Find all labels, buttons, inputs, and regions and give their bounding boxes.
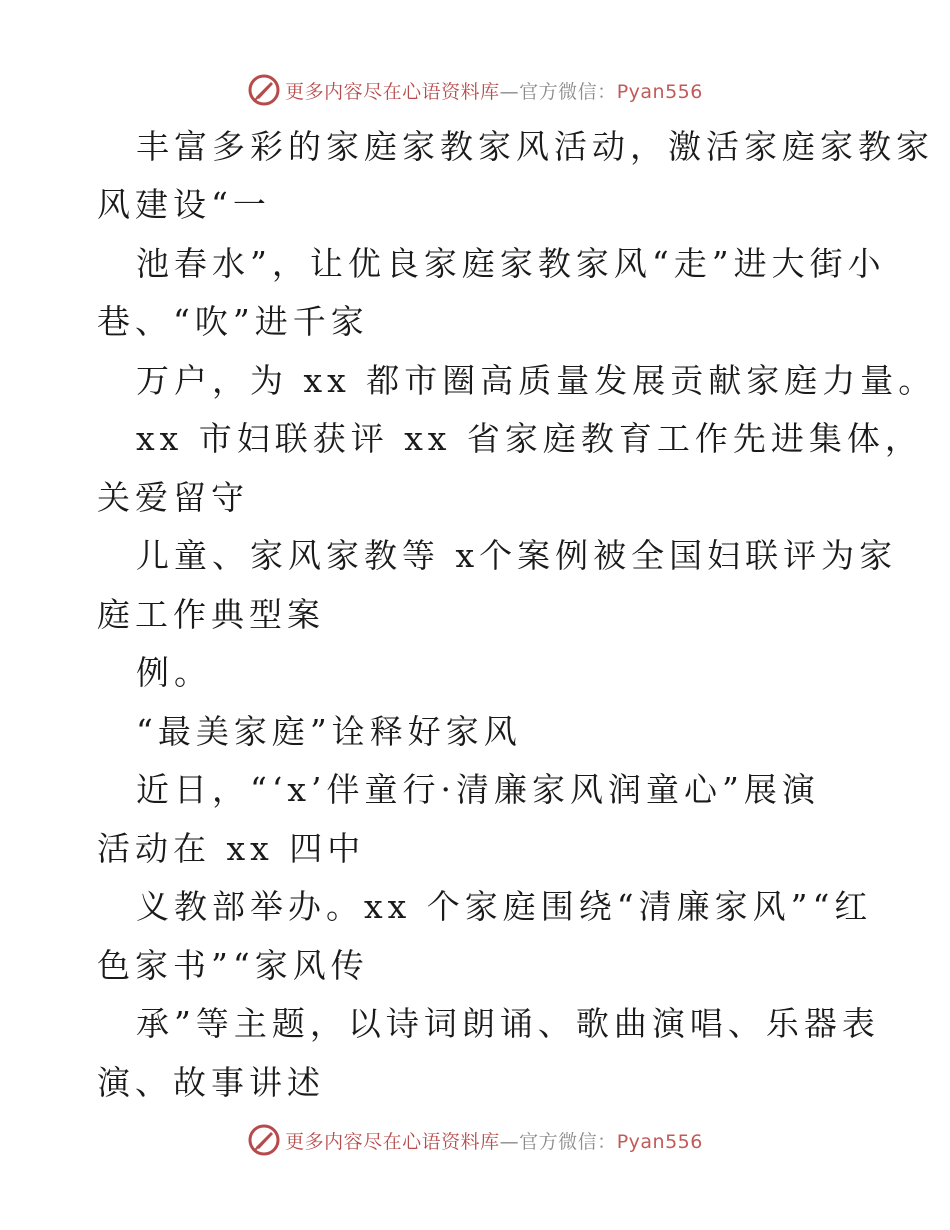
text-line: 演、故事讲述 bbox=[97, 1063, 325, 1102]
quill-seal-icon bbox=[247, 73, 281, 107]
text-line: 庭工作典型案 bbox=[97, 595, 325, 634]
text-line: 巷、“吹”进千家 bbox=[97, 302, 369, 341]
footer-dash: — bbox=[499, 1130, 520, 1153]
footer-watermark-text bbox=[285, 1127, 703, 1154]
text-line: 丰富多彩的家庭家教家风活动，激活家庭家教家 bbox=[136, 127, 934, 166]
text-line: 儿童、家风家教等 x个案例被全国妇联评为家 bbox=[136, 536, 898, 575]
header-watermark-text bbox=[285, 77, 703, 104]
text-line: 池春水”，让优良家庭家教家风“走”进大街小 bbox=[136, 244, 886, 283]
text-line: 例。 bbox=[136, 653, 212, 692]
text-line: 万户，为 xx 都市圈高质量发展贡献家庭力量。 bbox=[136, 361, 937, 400]
section-heading: “最美家庭”诠释好家风 bbox=[136, 712, 522, 751]
text-line: 活动在 xx 四中 bbox=[97, 829, 366, 868]
header-contact-id: Pyan556 bbox=[616, 80, 703, 103]
quill-seal-icon bbox=[247, 1123, 281, 1157]
header-contact-label: 官方微信： bbox=[519, 80, 617, 103]
text-line: 近日，“‘x’伴童行·清廉家风润童心”展演 bbox=[136, 770, 820, 809]
text-line: xx 市妇联获评 xx 省家庭教育工作先进集体， bbox=[136, 419, 923, 458]
footer-contact-id: Pyan556 bbox=[616, 1130, 703, 1153]
header-dash: — bbox=[499, 80, 520, 103]
text-line: 关爱留守 bbox=[97, 478, 249, 517]
footer-contact-label: 官方微信： bbox=[519, 1130, 617, 1153]
header-brand: 更多内容尽在心语资料库 bbox=[285, 80, 500, 103]
footer-watermark bbox=[0, 1120, 950, 1160]
text-line: 义教部举办。xx 个家庭围绕“清廉家风”“红 bbox=[136, 887, 873, 926]
text-line: 承”等主题，以诗词朗诵、歌曲演唱、乐器表 bbox=[136, 1004, 880, 1043]
text-line: 色家书”“家风传 bbox=[97, 946, 369, 985]
footer-brand: 更多内容尽在心语资料库 bbox=[285, 1130, 500, 1153]
text-line: 风建设“一 bbox=[97, 185, 271, 224]
header-watermark bbox=[0, 70, 950, 110]
